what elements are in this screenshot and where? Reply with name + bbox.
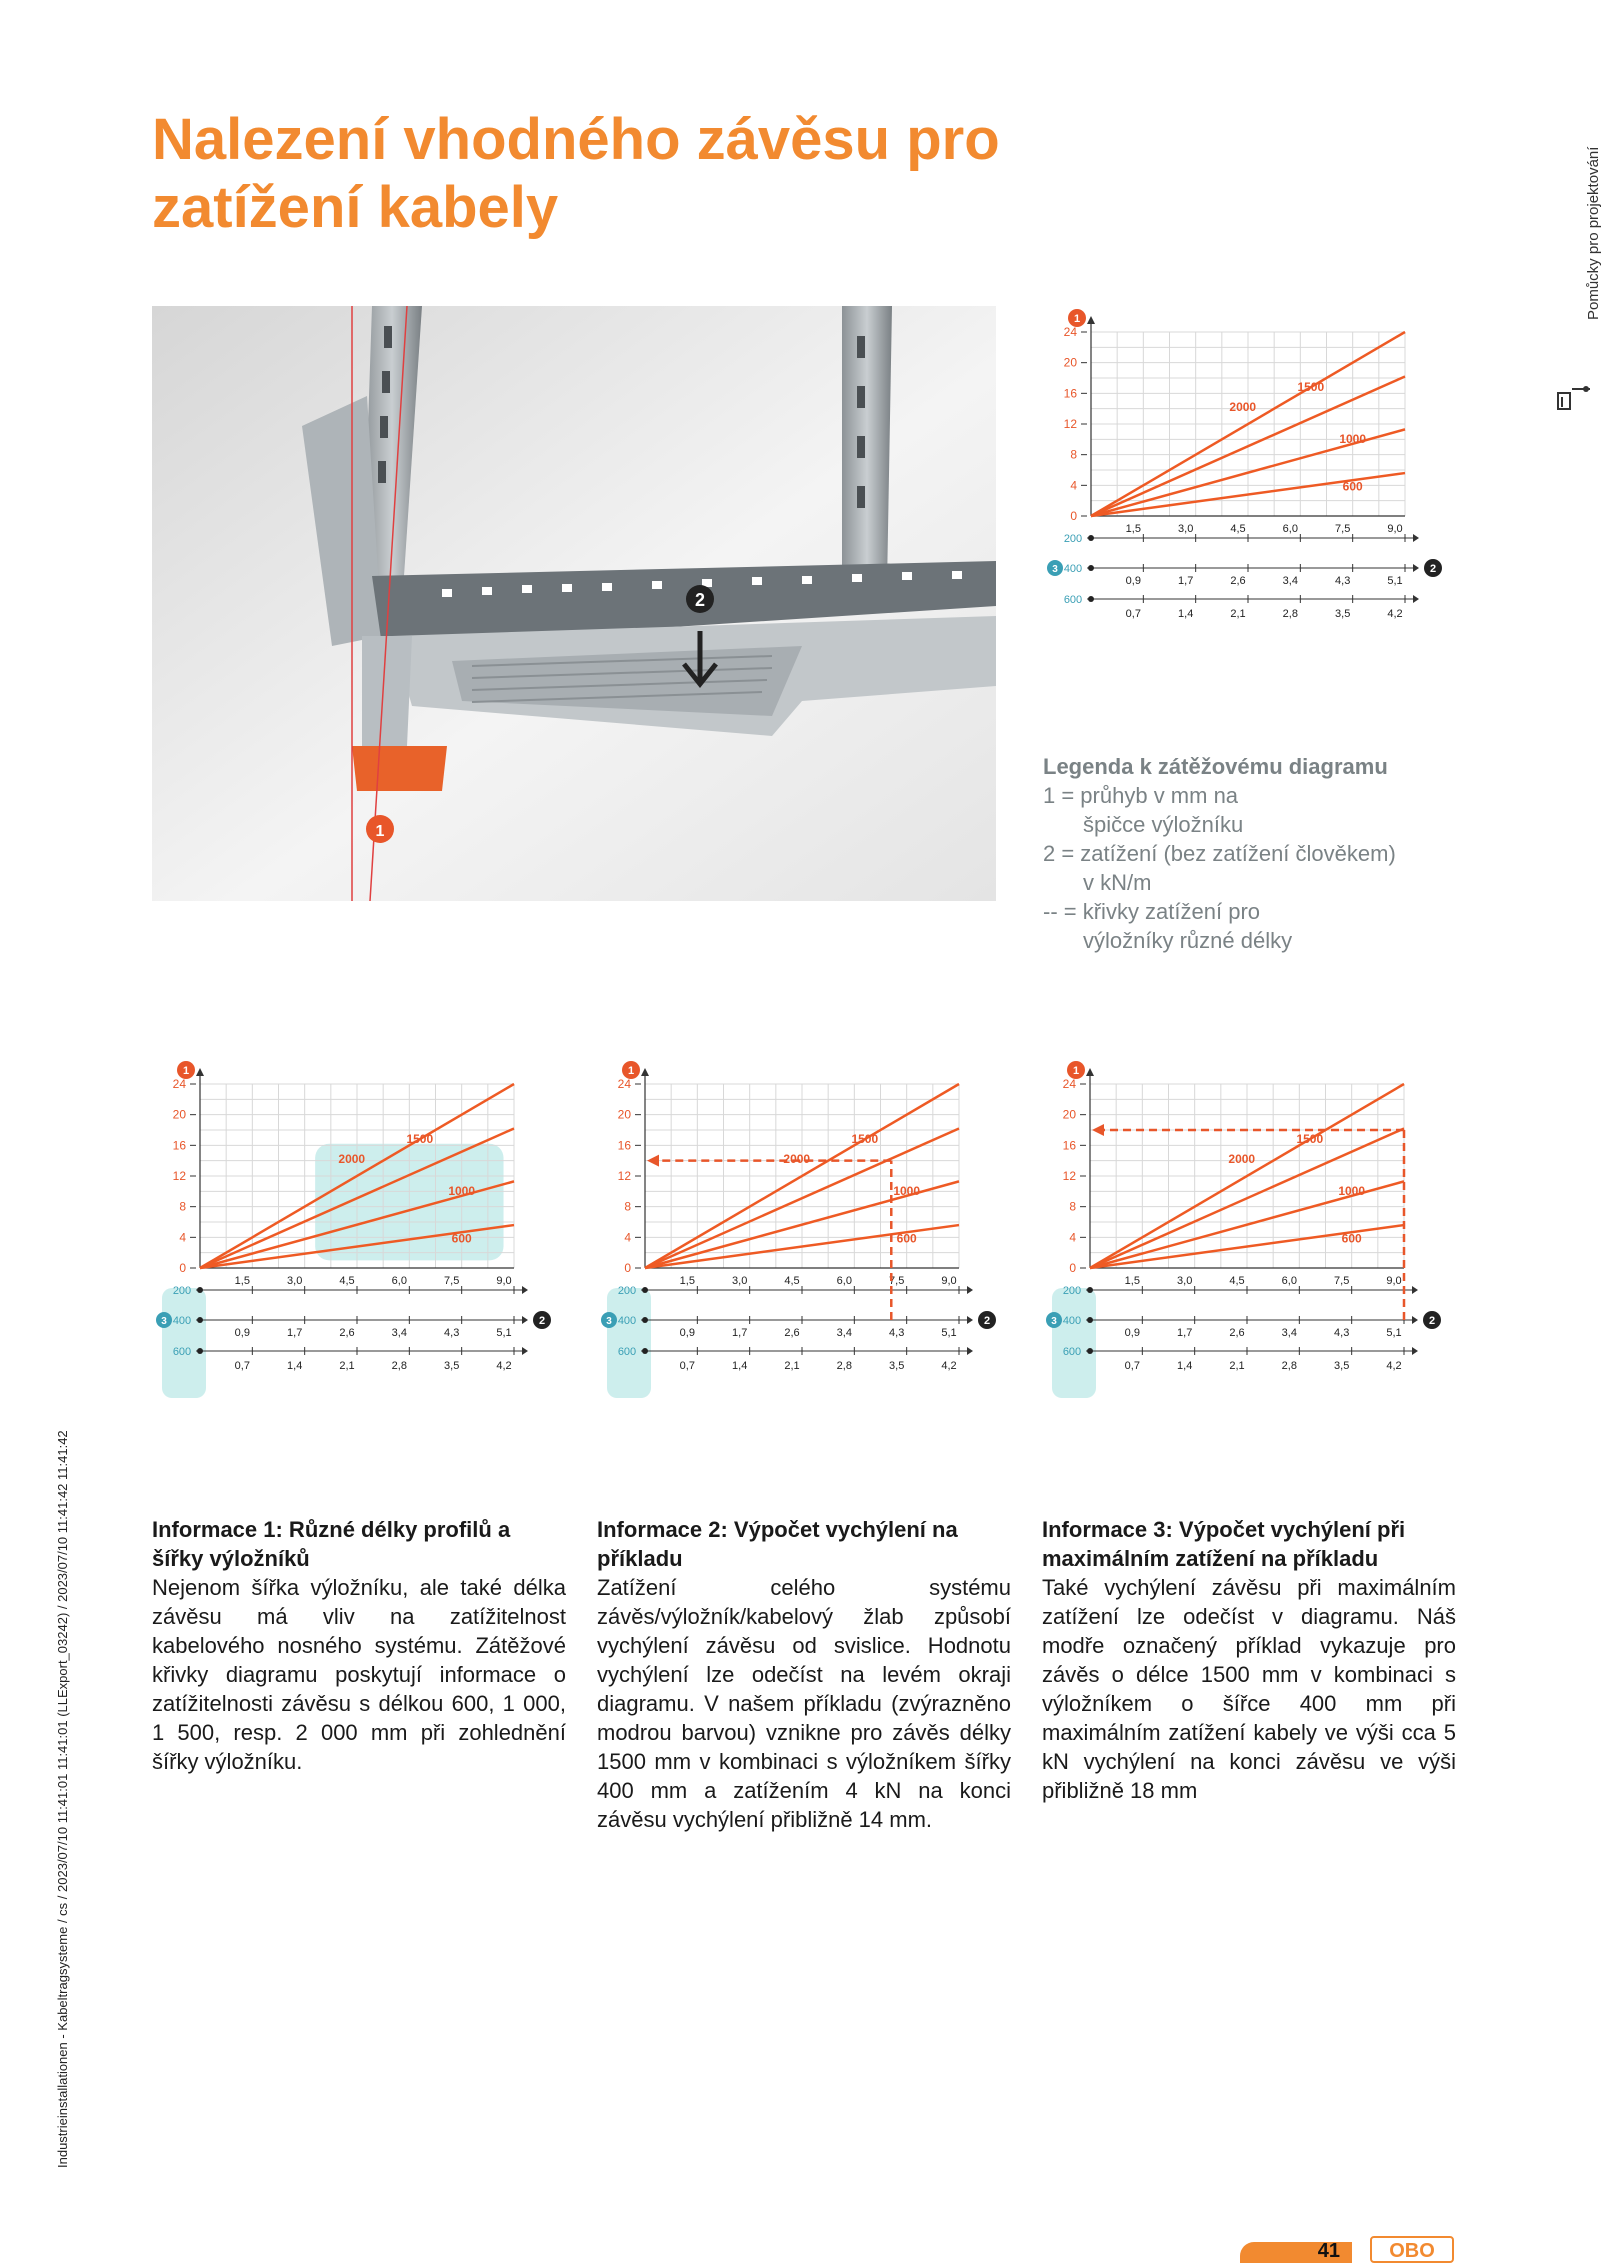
x-tick-label: 4,3 xyxy=(444,1327,460,1339)
series-label-2000: 2000 xyxy=(1228,1151,1256,1166)
y-tick-label: 12 xyxy=(1062,1169,1076,1183)
y-tick-label: 12 xyxy=(172,1169,186,1183)
y-tick-label: 12 xyxy=(1063,417,1077,431)
x-tick-label: 2,6 xyxy=(1230,575,1246,587)
y-tick-label: 4 xyxy=(1070,478,1077,493)
x-axis-arrow xyxy=(967,1286,973,1294)
series-label-2000: 2000 xyxy=(1229,399,1257,414)
x-axis-arrow xyxy=(1413,564,1419,572)
x-axis-arrow xyxy=(967,1347,973,1355)
x-axis-origin xyxy=(642,1348,648,1354)
badge-x-label: 2 xyxy=(983,1315,991,1327)
x-tick-label: 6,0 xyxy=(836,1275,852,1287)
width-label-400: 400 xyxy=(172,1315,192,1327)
y-tick-label: 16 xyxy=(617,1138,631,1153)
series-label-1500: 1500 xyxy=(406,1132,434,1147)
x-axis-origin xyxy=(1087,1348,1093,1354)
y-tick-label: 16 xyxy=(1063,386,1077,401)
obo-logo xyxy=(1370,2236,1454,2263)
width-label-200: 200 xyxy=(1063,533,1083,545)
x-tick-label: 9,0 xyxy=(941,1275,957,1287)
x-axis-origin xyxy=(1088,565,1094,571)
section-label: Pomůcky pro projektování xyxy=(1585,146,1602,320)
info-3-title: Informace 3: Výpočet vychýlení při maximálním zatížení na příkladu xyxy=(1042,1517,1406,1571)
export-metadata: Industrieinstallationen - Kabeltragsysteme / cs / 2023/07/10 11:41:01 11:41:01 (LLExport_03242) / 2023/07/10 11:41:42 11:41:42 xyxy=(55,1430,70,2168)
x-tick-label: 4,5 xyxy=(784,1275,800,1287)
x-tick-label: 2,6 xyxy=(784,1327,800,1339)
y-tick-label: 8 xyxy=(1070,447,1077,462)
x-tick-label: 1,5 xyxy=(1125,523,1141,535)
y-tick-label: 20 xyxy=(617,1107,631,1122)
y-tick-label: 0 xyxy=(1070,509,1077,523)
y-tick-label: 12 xyxy=(617,1169,631,1183)
x-tick-label: 5,1 xyxy=(1386,1327,1402,1339)
badge-y-label: 1 xyxy=(627,1065,635,1077)
x-tick-label: 3,5 xyxy=(1335,608,1351,620)
dashed-guide-arrow xyxy=(647,1155,659,1167)
y-tick-label: 24 xyxy=(172,1077,186,1091)
dashed-guide-arrow xyxy=(1092,1124,1104,1136)
x-tick-label: 0,9 xyxy=(234,1327,250,1339)
y-tick-label: 16 xyxy=(172,1138,186,1153)
y-tick-label: 8 xyxy=(1069,1199,1076,1214)
width-label-600: 600 xyxy=(1062,1346,1082,1358)
x-tick-label: 1,4 xyxy=(1177,1360,1193,1372)
x-axis-origin xyxy=(1088,596,1094,602)
series-label-600: 600 xyxy=(1341,1231,1362,1246)
badge-y-label: 1 xyxy=(1072,1065,1080,1077)
series-label-1000: 1000 xyxy=(1338,1184,1366,1199)
x-axis-arrow xyxy=(522,1347,528,1355)
y-tick-label: 0 xyxy=(1069,1261,1076,1275)
info-block-1 xyxy=(152,1515,566,1776)
x-tick-label: 1,7 xyxy=(1177,1327,1193,1339)
x-tick-label: 2,1 xyxy=(784,1360,800,1372)
x-tick-label: 7,5 xyxy=(889,1275,905,1287)
x-axis-arrow xyxy=(522,1316,528,1324)
y-tick-label: 8 xyxy=(624,1199,631,1214)
x-tick-label: 4,5 xyxy=(1229,1275,1245,1287)
load-diagram-info-1 xyxy=(152,1058,567,1488)
x-tick-label: 3,0 xyxy=(287,1275,303,1287)
x-axis-arrow xyxy=(1413,534,1419,542)
x-tick-label: 3,4 xyxy=(1281,1327,1297,1339)
x-tick-label: 1,5 xyxy=(1124,1275,1140,1287)
x-tick-label: 6,0 xyxy=(1282,523,1298,535)
x-axis-arrow xyxy=(967,1316,973,1324)
x-tick-label: 0,7 xyxy=(679,1360,695,1372)
load-diagram-main xyxy=(1043,306,1458,726)
x-tick-label: 3,4 xyxy=(1282,575,1298,587)
tools-icon xyxy=(1556,385,1592,411)
x-axis-origin xyxy=(1088,535,1094,541)
x-tick-label: 4,2 xyxy=(1386,1360,1402,1372)
x-axis-origin xyxy=(1087,1317,1093,1323)
product-photo xyxy=(152,306,996,901)
badge-x-label: 2 xyxy=(1428,1315,1436,1327)
x-tick-label: 4,2 xyxy=(1387,608,1403,620)
badge-width-label: 3 xyxy=(161,1316,167,1327)
y-tick-label: 16 xyxy=(1062,1138,1076,1153)
series-label-600: 600 xyxy=(1342,479,1363,494)
series-label-1000: 1000 xyxy=(893,1184,921,1199)
y-tick-label: 20 xyxy=(1063,355,1077,370)
x-tick-label: 4,2 xyxy=(941,1360,957,1372)
x-tick-label: 2,8 xyxy=(836,1360,852,1372)
x-tick-label: 3,5 xyxy=(1334,1360,1350,1372)
legend-line-1: 1 = průhyb v mm na xyxy=(1043,783,1239,808)
badge-y-label: 1 xyxy=(1073,313,1081,325)
x-axis-origin xyxy=(197,1287,203,1293)
width-label-200: 200 xyxy=(1062,1285,1082,1297)
highlight-width-column xyxy=(1052,1288,1096,1398)
x-tick-label: 2,1 xyxy=(1229,1360,1245,1372)
series-label-1000: 1000 xyxy=(1339,432,1367,447)
x-tick-label: 4,3 xyxy=(1335,575,1351,587)
highlight-width-column xyxy=(607,1288,651,1398)
badge-1: 1 xyxy=(375,823,385,840)
y-tick-label: 20 xyxy=(172,1107,186,1122)
x-tick-label: 0,9 xyxy=(1124,1327,1140,1339)
badge-width-label: 3 xyxy=(606,1316,612,1327)
x-tick-label: 2,8 xyxy=(391,1360,407,1372)
x-axis-arrow xyxy=(1412,1286,1418,1294)
width-label-400: 400 xyxy=(1062,1315,1082,1327)
series-label-2000: 2000 xyxy=(783,1151,811,1166)
y-axis-arrow xyxy=(1086,1068,1094,1076)
x-tick-label: 1,7 xyxy=(1178,575,1194,587)
series-label-1500: 1500 xyxy=(851,1132,879,1147)
width-label-600: 600 xyxy=(1063,594,1083,606)
x-tick-label: 0,9 xyxy=(1125,575,1141,587)
x-axis-origin xyxy=(642,1287,648,1293)
x-tick-label: 3,0 xyxy=(1178,523,1194,535)
x-tick-label: 4,5 xyxy=(339,1275,355,1287)
x-axis-origin xyxy=(642,1317,648,1323)
y-tick-label: 0 xyxy=(624,1261,631,1275)
x-tick-label: 1,5 xyxy=(679,1275,695,1287)
x-tick-label: 2,6 xyxy=(339,1327,355,1339)
y-tick-label: 4 xyxy=(624,1230,631,1245)
x-tick-label: 4,3 xyxy=(889,1327,905,1339)
x-tick-label: 2,6 xyxy=(1229,1327,1245,1339)
y-tick-label: 24 xyxy=(617,1077,631,1091)
x-tick-label: 5,1 xyxy=(941,1327,957,1339)
diagram-legend xyxy=(1043,752,1443,955)
x-tick-label: 7,5 xyxy=(1334,1275,1350,1287)
legend-line-3b: výložníky různé délky xyxy=(1083,928,1293,953)
x-tick-label: 3,5 xyxy=(444,1360,460,1372)
width-label-400: 400 xyxy=(1063,563,1083,575)
legend-line-3: -- = křivky zatížení pro xyxy=(1043,899,1261,924)
load-diagram-info-2 xyxy=(597,1058,1012,1488)
x-tick-label: 1,4 xyxy=(1178,608,1194,620)
x-axis-arrow xyxy=(522,1286,528,1294)
x-tick-label: 5,1 xyxy=(496,1327,512,1339)
x-tick-label: 1,4 xyxy=(732,1360,748,1372)
y-tick-label: 20 xyxy=(1062,1107,1076,1122)
info-2-title: Informace 2: Výpočet vychýlení na příkladu xyxy=(597,1517,958,1571)
x-tick-label: 4,2 xyxy=(496,1360,512,1372)
x-tick-label: 1,4 xyxy=(287,1360,303,1372)
series-label-1500: 1500 xyxy=(1297,380,1325,395)
series-label-2000: 2000 xyxy=(338,1151,366,1166)
legend-line-2b: v kN/m xyxy=(1083,870,1152,895)
info-3-body: Také vychýlení závěsu při maximálním zatížení lze odečíst v diagramu. Náš modře označený příklad vykazuje pro závěs o délce 1500 mm v kombinaci s výložníkem o šířce 400 mm při maximálním zatížení kabely ve výši cca 5 kN vychýlení na konci závěsu ve výši přibližně 18 mm xyxy=(1042,1575,1456,1803)
y-axis-arrow xyxy=(1087,316,1095,324)
x-axis-arrow xyxy=(1413,595,1419,603)
y-tick-label: 4 xyxy=(179,1230,186,1245)
x-tick-label: 3,4 xyxy=(391,1327,407,1339)
x-axis-origin xyxy=(1087,1287,1093,1293)
logo-text: OBO xyxy=(1389,2240,1435,2262)
page-title: Nalezení vhodného závěsu pro zatížení kabely xyxy=(152,107,1000,240)
x-tick-label: 2,8 xyxy=(1281,1360,1297,1372)
legend-line-2: 2 = zatížení (bez zatížení člověkem) xyxy=(1043,841,1396,866)
badge-x-label: 2 xyxy=(538,1315,546,1327)
load-diagram-info-3 xyxy=(1042,1058,1457,1488)
badge-y-label: 1 xyxy=(182,1065,190,1077)
x-axis-arrow xyxy=(1412,1316,1418,1324)
width-label-600: 600 xyxy=(172,1346,192,1358)
series-label-1000: 1000 xyxy=(448,1184,476,1199)
x-tick-label: 0,7 xyxy=(1125,608,1141,620)
highlight-width-column xyxy=(162,1288,206,1398)
legend-line-1b: špičce výložníku xyxy=(1083,812,1244,837)
info-block-3 xyxy=(1042,1515,1456,1805)
x-axis-origin xyxy=(197,1317,203,1323)
info-1-title: Informace 1: Různé délky profilů a šířky výložníků xyxy=(152,1517,511,1571)
y-tick-label: 24 xyxy=(1063,325,1077,339)
y-tick-label: 0 xyxy=(179,1261,186,1275)
x-axis-arrow xyxy=(1412,1347,1418,1355)
y-tick-label: 24 xyxy=(1062,1077,1076,1091)
x-tick-label: 1,7 xyxy=(732,1327,748,1339)
x-tick-label: 9,0 xyxy=(496,1275,512,1287)
y-tick-label: 4 xyxy=(1069,1230,1076,1245)
page-number: 41 xyxy=(1317,2240,1340,2262)
x-tick-label: 0,9 xyxy=(679,1327,695,1339)
x-tick-label: 3,0 xyxy=(1177,1275,1193,1287)
series-label-600: 600 xyxy=(896,1231,917,1246)
x-tick-label: 9,0 xyxy=(1386,1275,1402,1287)
width-label-200: 200 xyxy=(172,1285,192,1297)
x-tick-label: 6,0 xyxy=(391,1275,407,1287)
x-tick-label: 1,7 xyxy=(287,1327,303,1339)
badge-width-label: 3 xyxy=(1052,564,1058,575)
x-tick-label: 5,1 xyxy=(1387,575,1403,587)
x-axis-origin xyxy=(197,1348,203,1354)
x-tick-label: 0,7 xyxy=(1124,1360,1140,1372)
x-tick-label: 1,5 xyxy=(234,1275,250,1287)
x-tick-label: 4,3 xyxy=(1334,1327,1350,1339)
y-axis-arrow xyxy=(196,1068,204,1076)
width-label-200: 200 xyxy=(617,1285,637,1297)
series-label-1500: 1500 xyxy=(1296,1132,1324,1147)
info-1-body: Nejenom šířka výložníku, ale také délka závěsu má vliv na zatížitelnost kabelového nosného systému. Zátěžové křivky diagramu poskytují informace o zatížitelnosti závěsu s délkou 600, 1 000, 1 500, resp. 2 000 mm při zohlednění šířky výložníku. xyxy=(152,1575,566,1774)
x-tick-label: 0,7 xyxy=(234,1360,250,1372)
badge-x-label: 2 xyxy=(1429,563,1437,575)
width-label-400: 400 xyxy=(617,1315,637,1327)
width-label-600: 600 xyxy=(617,1346,637,1358)
badge-width-label: 3 xyxy=(1051,1316,1057,1327)
x-tick-label: 3,5 xyxy=(889,1360,905,1372)
info-block-2 xyxy=(597,1515,1011,1834)
badge-2: 2 xyxy=(694,590,706,610)
x-tick-label: 2,1 xyxy=(1230,608,1246,620)
x-tick-label: 3,0 xyxy=(732,1275,748,1287)
x-tick-label: 7,5 xyxy=(444,1275,460,1287)
y-axis-arrow xyxy=(641,1068,649,1076)
legend-title: Legenda k zátěžovému diagramu xyxy=(1043,754,1388,779)
x-tick-label: 2,1 xyxy=(339,1360,355,1372)
info-2-body: Zatížení celého systému závěs/výložník/kabelový žlab způsobí vychýlení závěsu od svislice. Hodnotu vychýlení lze odečíst na levém okraji diagramu. V našem příkladu (zvýrazněno modrou barvou) vznikne pro závěs délky 1500 mm v kombinaci s výložníkem šířky 400 mm a zatížením 4 kN na konci závěsu vychýlení přibližně 14 mm. xyxy=(597,1575,1011,1832)
y-tick-label: 8 xyxy=(179,1199,186,1214)
series-label-600: 600 xyxy=(451,1231,472,1246)
x-tick-label: 6,0 xyxy=(1281,1275,1297,1287)
x-tick-label: 4,5 xyxy=(1230,523,1246,535)
x-tick-label: 3,4 xyxy=(836,1327,852,1339)
x-tick-label: 2,8 xyxy=(1282,608,1298,620)
x-tick-label: 7,5 xyxy=(1335,523,1351,535)
x-tick-label: 9,0 xyxy=(1387,523,1403,535)
